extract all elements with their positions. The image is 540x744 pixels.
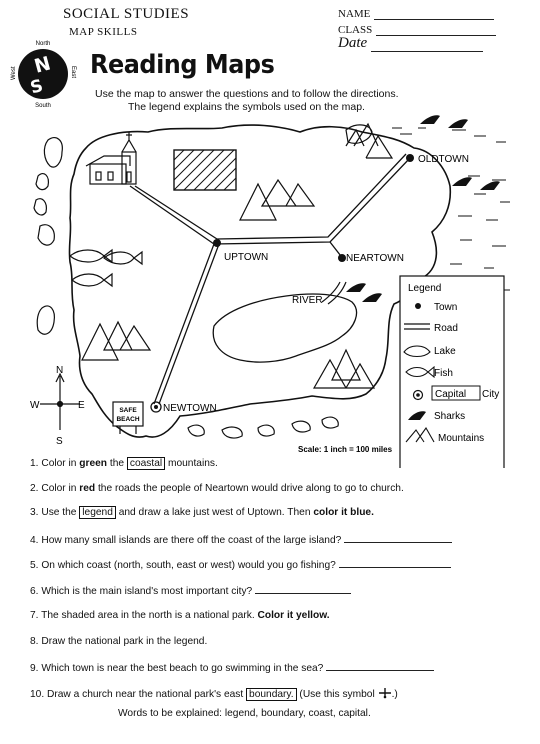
answer-line[interactable]	[255, 584, 351, 594]
question-number: 9.	[30, 663, 39, 674]
legend-lake: Lake	[434, 346, 456, 357]
small-island-7	[188, 425, 204, 436]
instruction-line-1: Use the map to answer the questions and to follow the directions.	[95, 88, 399, 100]
question-text: Color in	[41, 483, 80, 494]
legend-sharks: Sharks	[434, 411, 466, 422]
question-emphasis: green	[79, 458, 108, 469]
question-number: 8.	[30, 636, 39, 647]
class-line	[376, 24, 496, 36]
answer-line[interactable]	[344, 533, 452, 543]
question-number: 6.	[30, 586, 39, 597]
beach-sign-line-1: SAFE	[119, 407, 137, 414]
vocab-word-box: boundary.	[246, 688, 297, 701]
church-icon	[86, 132, 136, 184]
answer-line[interactable]	[326, 661, 434, 671]
logo-s: S	[28, 75, 46, 99]
question-number: 10.	[30, 689, 45, 700]
town-label-newtown: NEWTOWN	[163, 403, 217, 414]
question-text: .)	[391, 689, 398, 700]
question-text: On which coast (north, south, east or west) would you go fishing?	[41, 560, 336, 571]
question-text: (Use this symbol	[296, 689, 375, 700]
answer-line[interactable]	[339, 558, 451, 568]
small-island-4	[38, 225, 54, 245]
beach-sign-line-2: BEACH	[116, 416, 140, 423]
question-text: the roads the people of Neartown would drive along to go to church.	[95, 483, 404, 494]
question-number: 3.	[30, 507, 39, 518]
small-island-11	[322, 417, 338, 428]
question-text: and draw a lake just west of Uptown. Then	[115, 507, 314, 518]
small-island-2	[36, 174, 48, 190]
question-5	[30, 558, 451, 571]
island-map	[0, 108, 540, 468]
mountains-lake	[314, 350, 374, 388]
question-2	[30, 483, 404, 494]
town-label-neartown: NEARTOWN	[346, 253, 404, 264]
question-text: Color in	[41, 458, 80, 469]
mountains-coastal	[82, 322, 150, 360]
question-emphasis: Color it yellow.	[257, 610, 330, 621]
sea-waves	[392, 128, 510, 290]
compass-n: N	[56, 365, 64, 376]
question-text: mountains.	[165, 458, 218, 469]
question-8	[30, 636, 207, 647]
class-label: CLASS	[338, 24, 373, 36]
small-island-10	[292, 421, 310, 432]
small-island-3	[34, 199, 46, 215]
small-island-8	[222, 427, 242, 438]
legend-town: Town	[434, 302, 458, 313]
worksheet-header	[63, 6, 189, 38]
legend-road: Road	[434, 323, 458, 334]
logo-east-label: East	[70, 66, 76, 79]
map-compass	[40, 374, 80, 430]
question-text: Which town is near the best beach to go swimming in the sea?	[41, 663, 324, 674]
vocab-word-box: coastal	[127, 457, 165, 470]
map-legend	[400, 276, 504, 468]
question-4	[30, 533, 452, 546]
national-park	[174, 150, 236, 190]
question-number: 7.	[30, 610, 39, 621]
question-text: Draw a church near the national park's east	[47, 689, 247, 700]
question-text: the	[107, 458, 127, 469]
question-number: 2.	[30, 483, 39, 494]
town-uptown-dot	[213, 239, 221, 247]
shark-icons	[346, 115, 500, 302]
legend-capital-dot	[416, 393, 420, 397]
mountains-center	[240, 180, 314, 220]
legend-town-symbol	[415, 303, 421, 309]
student-info	[338, 4, 496, 52]
question-text: Draw the national park in the legend.	[41, 636, 208, 647]
question-text: The shaded area in the north is a national park.	[41, 610, 255, 621]
map-scale: Scale: 1 inch = 100 miles	[298, 445, 393, 454]
instruction-line-2-text: The legend explains the symbols used on the map.	[128, 101, 365, 113]
fish-icon	[70, 250, 142, 286]
question-6	[30, 584, 351, 597]
question-7	[30, 610, 330, 621]
question-text: Which is the main island's most important city?	[41, 586, 253, 597]
legend-fish: Fish	[434, 368, 453, 379]
roads	[130, 154, 410, 404]
town-oldtown-dot	[406, 154, 414, 162]
compass-logo	[10, 38, 80, 108]
subject-label: SOCIAL STUDIES	[63, 6, 190, 22]
question-text: Use the	[41, 507, 80, 518]
question-emphasis: color it blue.	[313, 507, 374, 518]
question-10	[30, 687, 398, 700]
page-title: Reading Maps	[90, 50, 275, 80]
compass-w: W	[30, 400, 40, 411]
legend-city: City	[482, 389, 500, 400]
name-label: NAME	[338, 8, 371, 20]
compass-s: S	[56, 436, 63, 447]
lake	[213, 294, 356, 362]
compass-e: E	[78, 400, 85, 411]
legend-title: Legend	[408, 283, 442, 294]
small-island-9	[258, 425, 274, 436]
question-number: 5.	[30, 560, 39, 571]
unit-label: MAP SKILLS	[69, 26, 138, 38]
question-3	[30, 507, 374, 518]
logo-n: N	[31, 52, 53, 78]
question-1	[30, 458, 218, 469]
logo-north-label: North	[35, 41, 51, 47]
town-label-uptown: UPTOWN	[224, 252, 269, 263]
question-text: How many small islands are there off the coast of the large island?	[41, 535, 342, 546]
church-symbol-icon	[378, 687, 392, 699]
question-number: 1.	[30, 458, 39, 469]
safe-beach-sign	[113, 402, 143, 434]
river-label: RIVER	[292, 295, 323, 306]
question-number: 4.	[30, 535, 39, 546]
river	[322, 282, 346, 304]
date-line	[371, 40, 483, 52]
legend-capital: Capital	[435, 389, 467, 400]
vocab-word-box: legend	[79, 506, 116, 519]
small-island-1	[44, 138, 62, 167]
legend-mountains: Mountains	[438, 433, 485, 444]
question-9	[30, 661, 434, 674]
name-line	[374, 8, 494, 20]
date-label: Date	[338, 35, 368, 51]
question-emphasis: red	[79, 483, 96, 494]
vocabulary-footer: Words to be explained: legend, boundary, coast, capital.	[118, 708, 371, 719]
small-island-5	[37, 306, 54, 334]
town-label-oldtown: OLDTOWN	[418, 154, 469, 165]
logo-west-label: West	[11, 66, 17, 80]
capital-newtown-dot	[154, 405, 158, 409]
logo-south-label: South	[35, 103, 51, 108]
town-neartown-dot	[338, 254, 346, 262]
